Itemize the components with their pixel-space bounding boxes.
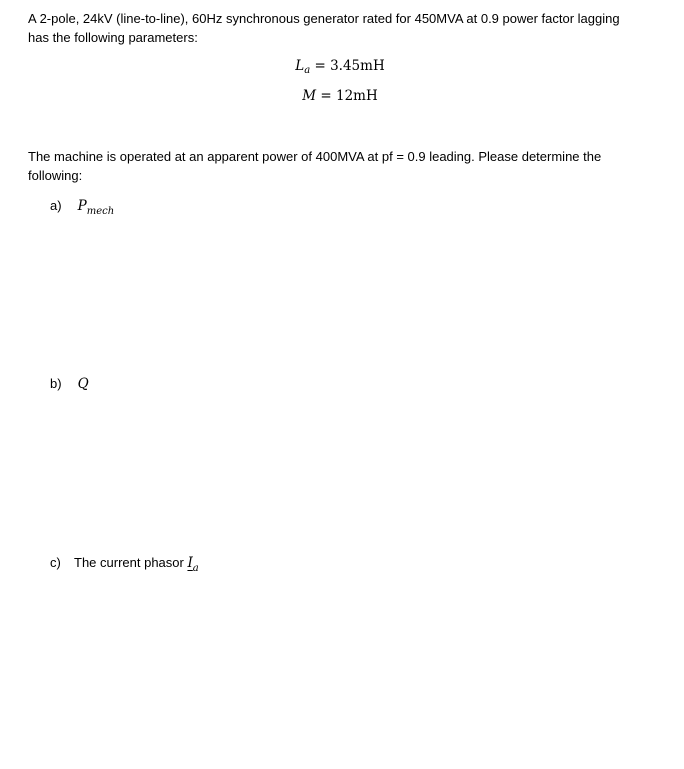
question-b (50, 374, 89, 394)
problem-line-1: A 2-pole, 24kV (line-to-line), 60Hz synchronous generator rated for 450MVA at 0.9 power factor lagging (28, 11, 620, 26)
question-c-math (187, 555, 199, 574)
question-a-math (77, 198, 115, 217)
problem-statement (28, 9, 658, 47)
question-b-symbol: Q (77, 376, 89, 392)
question-b-label: b) (50, 376, 62, 391)
equation-la-subscript: a (304, 65, 311, 76)
question-c (50, 553, 199, 574)
question-a (50, 196, 114, 217)
equation-m-symbol: M (302, 88, 317, 104)
equation-m (250, 88, 430, 104)
equation-la (250, 58, 430, 74)
operating-line-2: following: (28, 168, 83, 183)
question-a-symbol: P (77, 198, 87, 214)
operating-line-1: The machine is operated at an apparent power of 400MVA at pf = 0.9 leading. Please determine the (28, 149, 602, 164)
question-c-symbol: I (187, 555, 193, 571)
equation-m-rhs: = 12mH (320, 88, 378, 104)
equation-la-rhs: = 3.45mH (314, 58, 385, 74)
equation-la-symbol: L (295, 58, 305, 74)
question-c-text: The current phasor (74, 555, 188, 570)
problem-line-2: has the following parameters: (28, 30, 198, 45)
question-a-subscript: mech (86, 206, 115, 217)
question-c-subscript: a (192, 563, 199, 574)
operating-statement (28, 147, 658, 185)
question-b-math (78, 376, 89, 392)
question-a-label: a) (50, 198, 62, 213)
question-c-label: c) (50, 555, 61, 570)
